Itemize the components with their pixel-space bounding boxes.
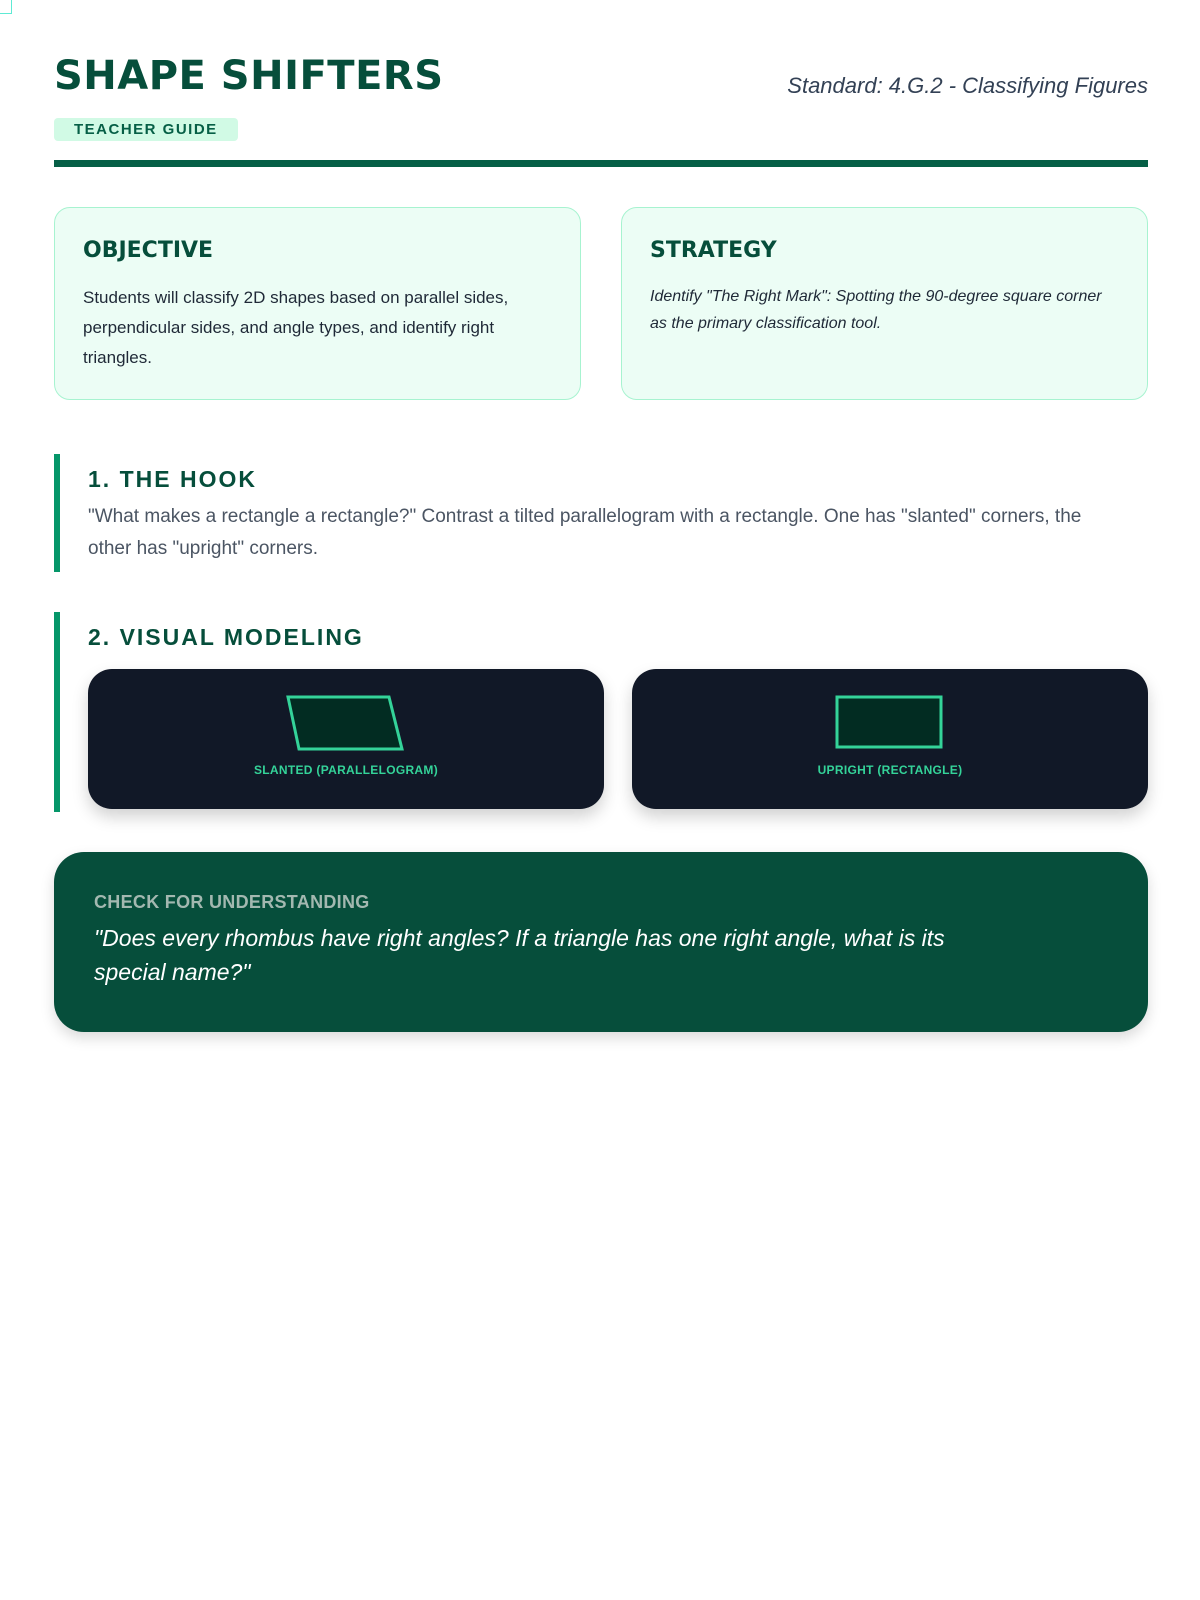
parallelogram-panel bbox=[88, 669, 604, 809]
check-question: "Does every rhombus have right angles? If a triangle has one right angle, what is its special name?" bbox=[94, 925, 945, 985]
header-divider bbox=[54, 160, 1148, 167]
strategy-card bbox=[621, 207, 1148, 400]
visual-modeling-section bbox=[54, 612, 1148, 812]
rectangle-panel bbox=[632, 669, 1148, 809]
header bbox=[54, 0, 1148, 168]
rectangle-icon bbox=[835, 695, 945, 751]
teacher-guide-badge: TEACHER GUIDE bbox=[54, 118, 238, 141]
objective-text: Students will classify 2D shapes based on parallel sides, perpendicular sides, and angle types, and identify right triangles. bbox=[83, 288, 509, 367]
info-cards bbox=[54, 207, 1148, 400]
parallelogram-caption: SLANTED (PARALLELOGRAM) bbox=[254, 763, 438, 777]
hook-heading: 1. THE HOOK bbox=[88, 466, 257, 492]
teacher-guide-page bbox=[54, 0, 1148, 985]
objective-card bbox=[54, 207, 581, 400]
strategy-text: Identify "The Right Mark": Spotting the 90-degree square corner as the primary classification tool. bbox=[650, 288, 1102, 332]
hook-text: "What makes a rectangle a rectangle?" Contrast a tilted parallelogram with a rectangle. One has "slanted" corners, the other has "upright" corners. bbox=[88, 506, 1082, 559]
check-label: CHECK FOR UNDERSTANDING bbox=[94, 892, 370, 912]
check-for-understanding-box bbox=[54, 852, 1148, 1032]
rectangle-caption: UPRIGHT (RECTANGLE) bbox=[817, 763, 963, 777]
objective-heading: OBJECTIVE bbox=[83, 238, 214, 263]
standard-label: Standard: 4.G.2 - Classifying Figures bbox=[787, 73, 1148, 98]
hook-section bbox=[54, 454, 1148, 572]
visual-modeling-heading: 2. VISUAL MODELING bbox=[88, 624, 364, 650]
visual-panels bbox=[88, 669, 1148, 809]
corner-mark bbox=[0, 0, 12, 14]
strategy-heading: STRATEGY bbox=[650, 238, 777, 263]
parallelogram-icon bbox=[286, 695, 406, 751]
page-title: SHAPE SHIFTERS bbox=[54, 53, 444, 99]
